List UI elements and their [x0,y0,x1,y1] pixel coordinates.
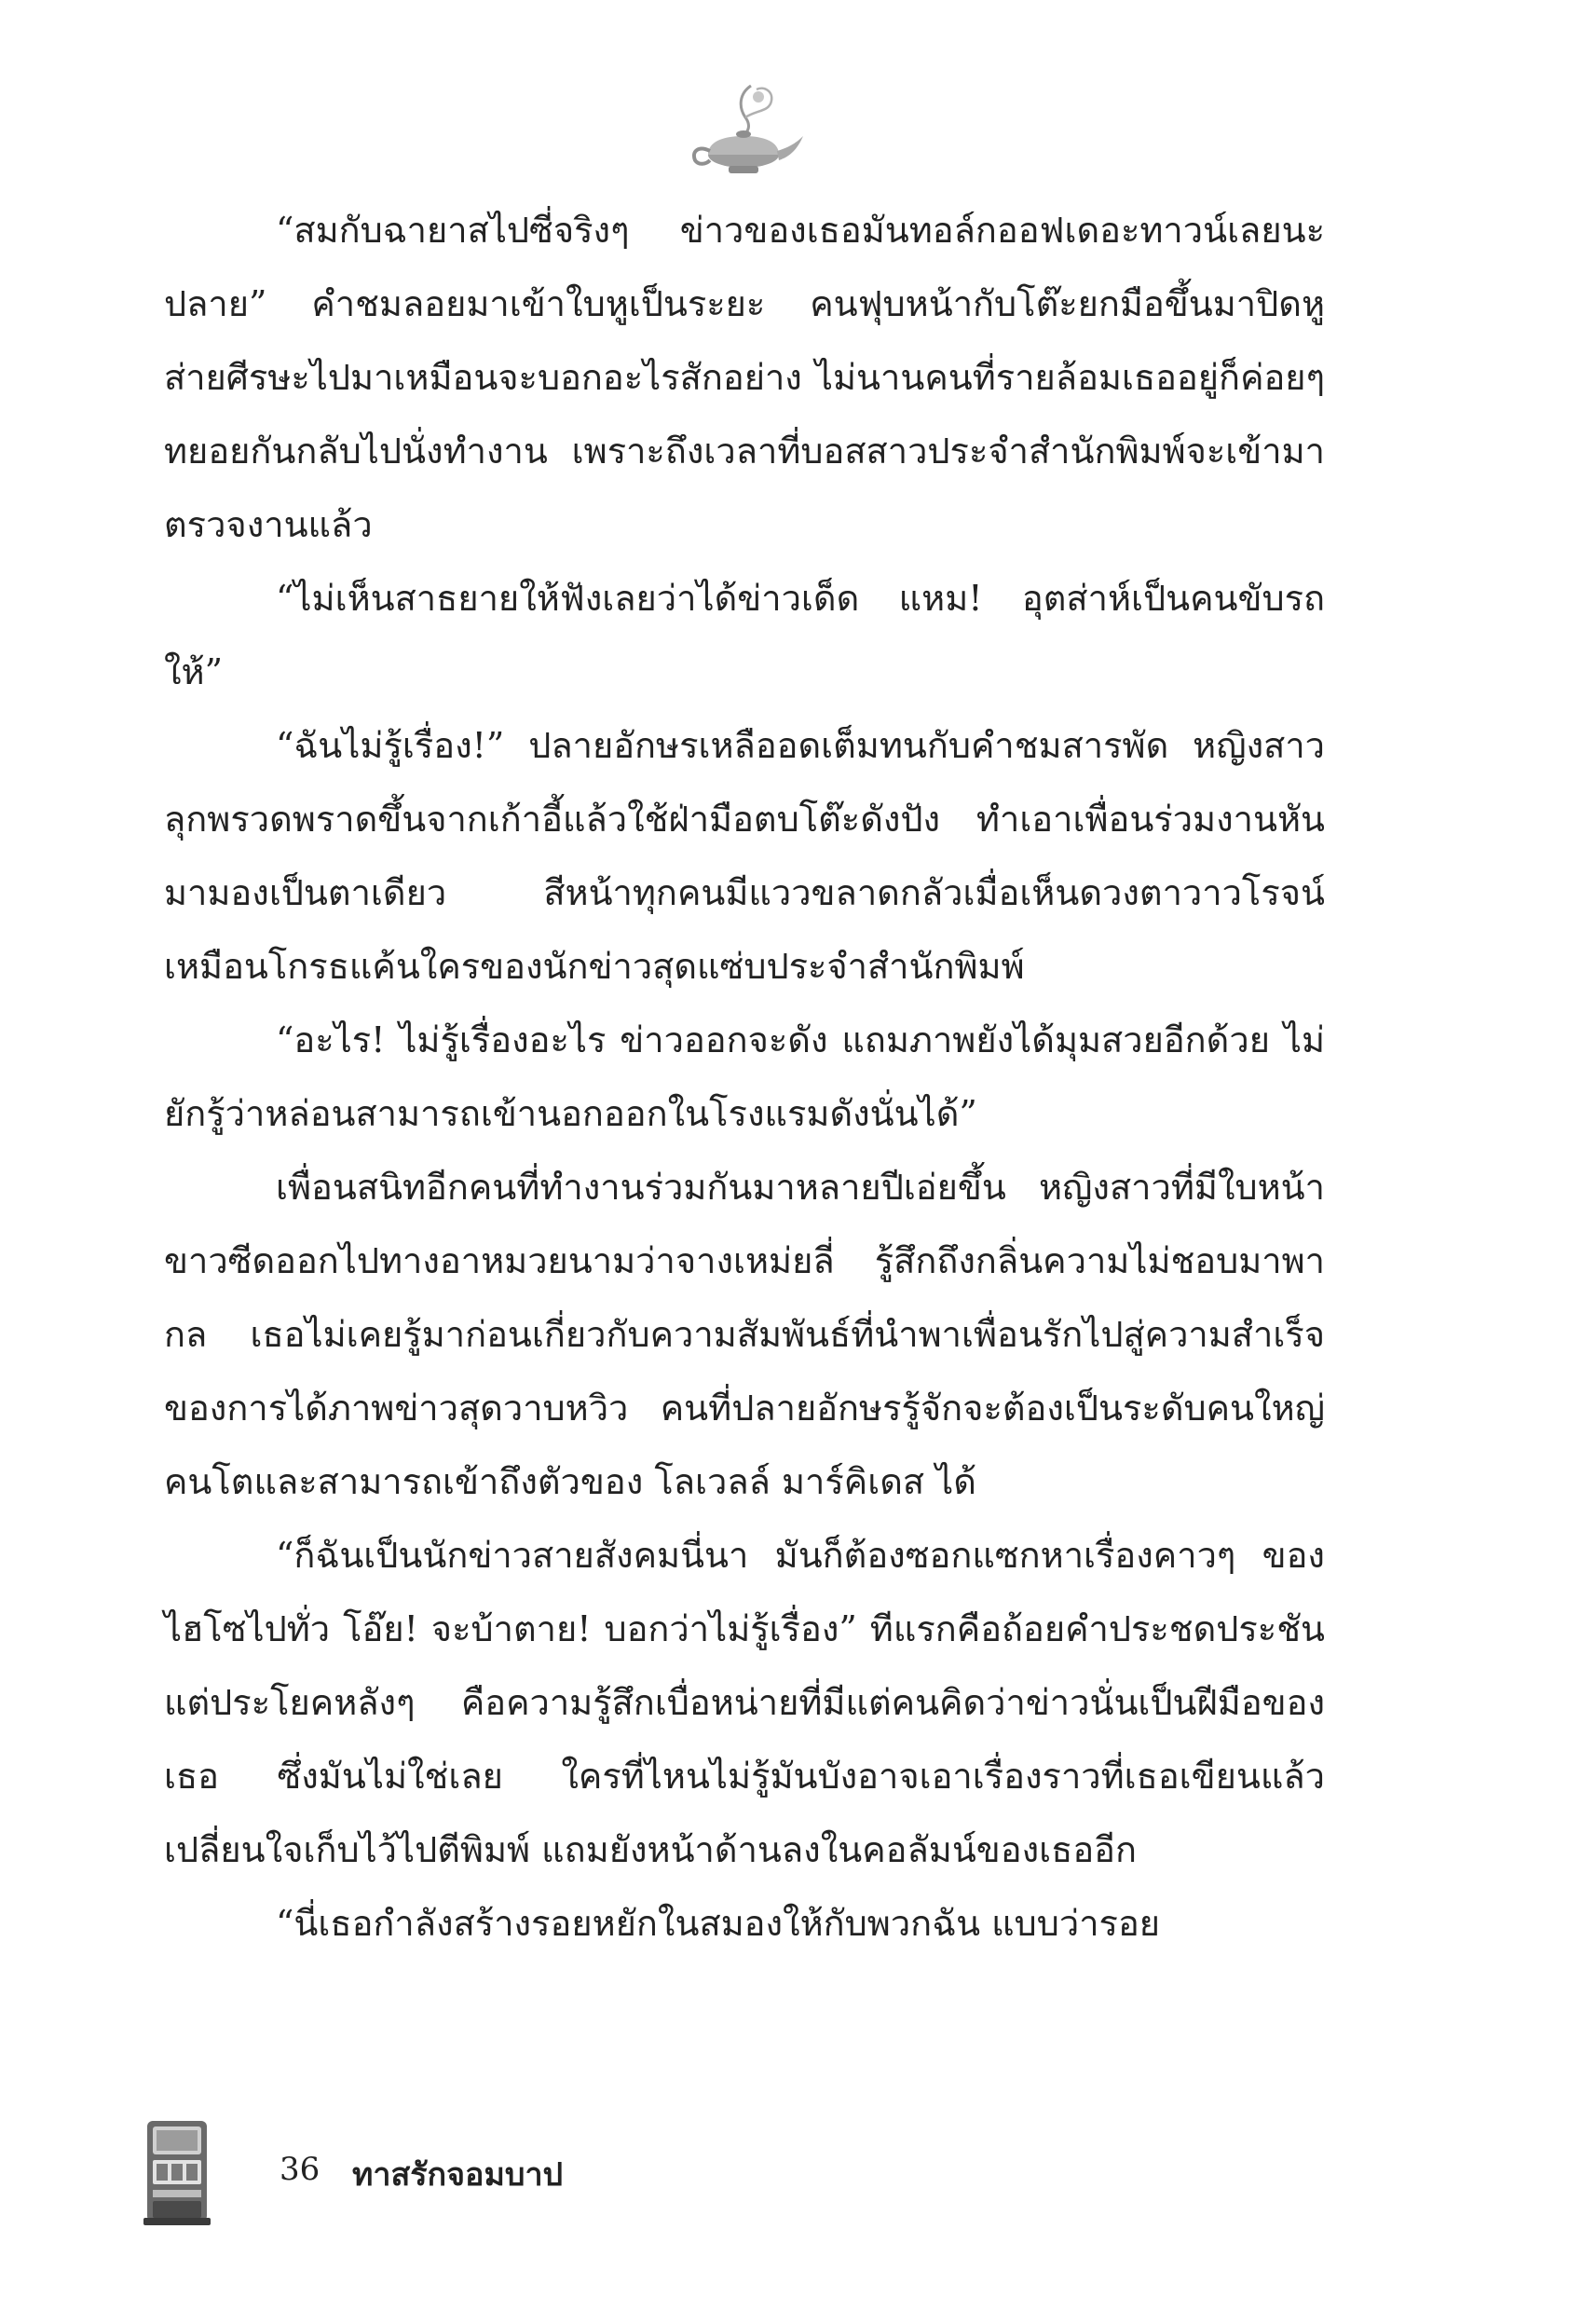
paragraph: “สมกับฉายาสไปซี่จริงๆ ข่าวของเธอมันทอล์กออฟเดอะทาวน์เลยนะปลาย” คำชมลอยมาเข้าใบหูเป็นระยะ คนฟุบหน้ากับโต๊ะยกมือขึ้นมาปิดหู ส่ายศีรษะไปมาเหมือนจะบอกอะไรสักอย่าง ไม่นานคนที่รายล้อมเธออยู่ก็ค่อยๆ ทยอยกันกลับไปนั่งทำงาน เพราะถึงเวลาที่บอสสาวประจำสำนักพิมพ์จะเข้ามาตรวจงานแล้ว [164,210,1325,545]
genie-lamp-icon [686,76,805,179]
paragraph: “ก็ฉันเป็นนักข่าวสายสังคมนี่นา มันก็ต้องซอกแซกหาเรื่องคาวๆ ของไฮโซไปทั่ว โอ๊ย! จะบ้าตาย! บอกว่าไม่รู้เรื่อง” ทีแรกคือถ้อยคำประชดประชัน แต่ประโยคหลังๆ คือความรู้สึกเบื่อหน่ายที่มีแต่คนคิดว่าข่าวนั่นเป็นฝีมือของเธอ ซึ่งมันไม่ใช่เลย ใครที่ไหนไม่รู้มันบังอาจเอาเรื่องราวที่เธอเขียนแล้วเปลี่ยนใจเก็บไว้ไปตีพิมพ์ แถมยังหน้าด้านลงในคอลัมน์ของเธออีก [164,1535,1325,1870]
slot-machine-icon [140,2115,214,2227]
book-title: ทาสรักจอมบาป [352,2156,564,2194]
page-number: 36 [280,2151,321,2188]
paragraph: “ไม่เห็นสาธยายให้ฟังเลยว่าได้ข่าวเด็ด แหม! อุตส่าห์เป็นคนขับรถให้” [164,578,1325,692]
paragraph: “ฉันไม่รู้เรื่อง!” ปลายอักษรเหลืออดเต็มทนกับคำชมสารพัด หญิงสาวลุกพรวดพราดขึ้นจากเก้าอี้แล้วใช้ฝ่ามือตบโต๊ะดังปัง ทำเอาเพื่อนร่วมงานหันมามองเป็นตาเดียว สีหน้าทุกคนมีแววขลาดกลัวเมื่อเห็นดวงตาวาวโรจน์เหมือนโกรธแค้นใครของนักข่าวสุดแซ่บประจำสำนักพิมพ์ [164,725,1325,987]
body-text [164,194,1325,1961]
paragraph: “อะไร! ไม่รู้เรื่องอะไร ข่าวออกจะดัง แถมภาพยังได้มุมสวยอีกด้วย ไม่ยักรู้ว่าหล่อนสามารถเข้านอกออกในโรงแรมดังนั่นได้” [164,1019,1325,1134]
paragraph: “นี่เธอกำลังสร้างรอยหยักในสมองให้กับพวกฉัน แบบว่ารอย [276,1903,1161,1944]
page-footer [140,2115,792,2227]
paragraph: เพื่อนสนิทอีกคนที่ทำงานร่วมกันมาหลายปีเอ่ยขึ้น หญิงสาวที่มีใบหน้าขาวซีดออกไปทางอาหมวยนามว่าจางเหม่ยลี่ รู้สึกถึงกลิ่นความไม่ชอบมาพากล เธอไม่เคยรู้มาก่อนเกี่ยวกับความสัมพันธ์ที่นำพาเพื่อนรักไปสู่ความสำเร็จของการได้ภาพข่าวสุดวาบหวิว คนที่ปลายอักษรรู้จักจะต้องเป็นระดับคนใหญ่คนโตและสามารถเข้าถึงตัวของ โลเวลล์ มาร์คิเดส ได้ [164,1167,1325,1502]
